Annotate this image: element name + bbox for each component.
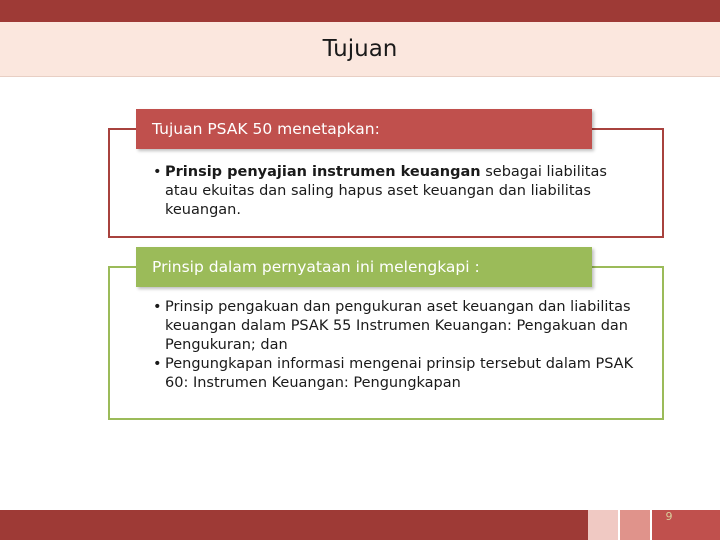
footer-square-medium [620,510,650,540]
page-title: Tujuan [322,36,398,62]
bullet-marker: • [153,164,162,180]
bullet-text: Prinsip pengakuan dan pengukuran aset keuangan dan liabilitas keuangan dalam PSAK 55 Instrumen Keuangan: Pengakuan dan Pengukuran; dan [165,299,631,353]
list-item [153,355,643,393]
bottom-bar [0,510,588,540]
bullet-marker: • [153,299,162,315]
list-item [153,298,643,355]
complement-header: Prinsip dalam pernyataan ini melengkapi : [136,247,592,287]
bullet-text: sebagai liabilitas atau ekuitas dan saling hapus aset keuangan dan liabilitas keuangan. [165,164,607,218]
list-item [153,163,643,220]
top-bar [0,0,720,22]
bullet-marker: • [153,356,162,372]
footer-square-light [588,510,618,540]
page-number: 9 [665,510,673,523]
bullet-bold-text: Prinsip penyajian instrumen keuangan [165,164,481,180]
title-band [0,22,720,77]
complement-content [153,298,643,393]
bullet-text: Pengungkapan informasi mengenai prinsip tersebut dalam PSAK 60: Instrumen Keuangan: Pengungkapan [165,356,634,391]
purpose-header: Tujuan PSAK 50 menetapkan: [136,109,592,149]
purpose-content [153,163,643,220]
